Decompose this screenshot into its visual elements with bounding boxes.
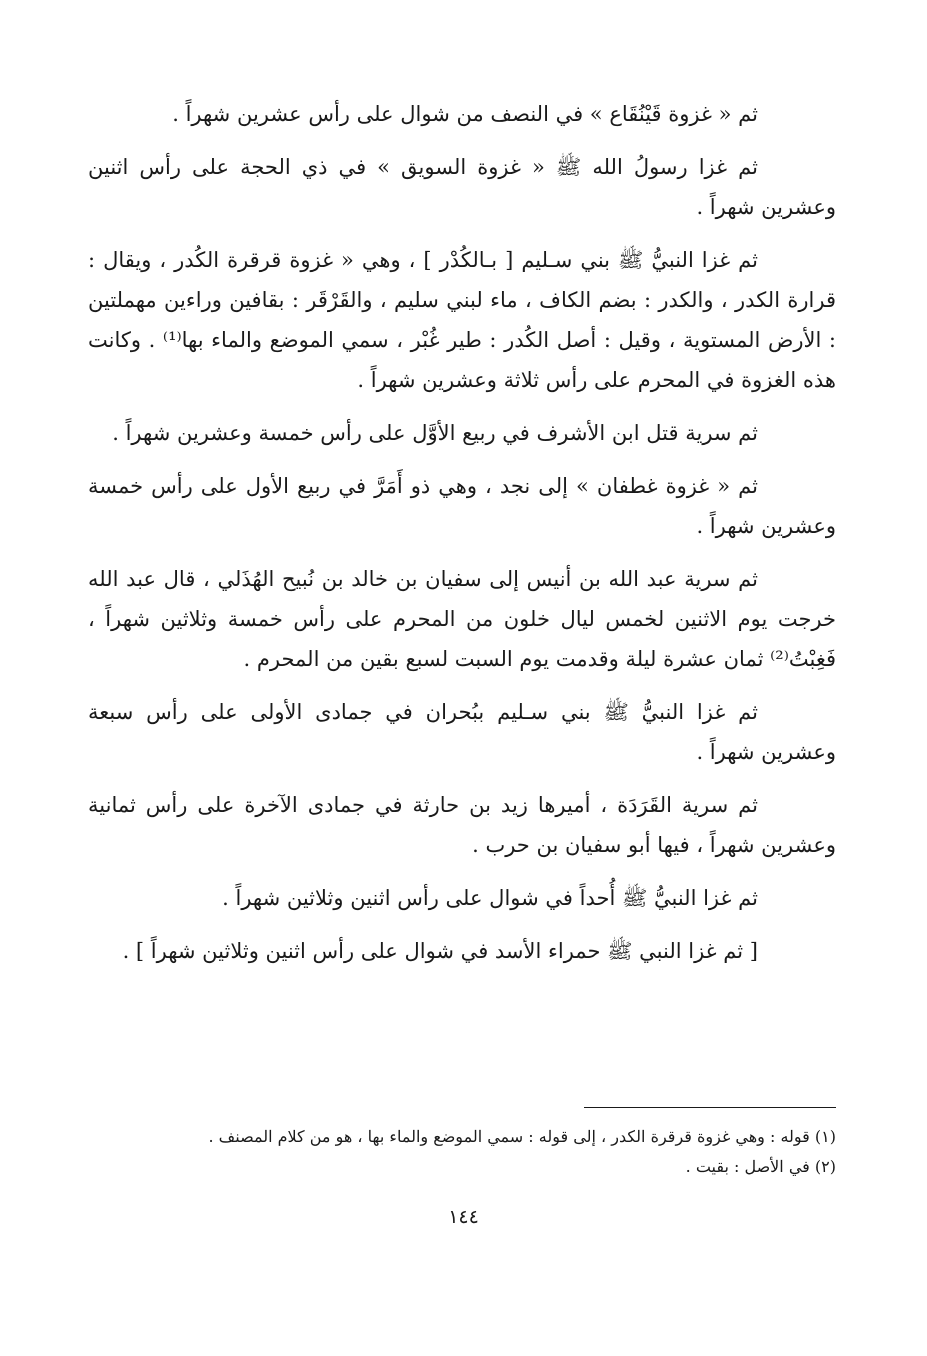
paragraph-ghatafan: ثم « غزوة غطفان » إلى نجد ، وهي ذو أَمَرَّ في ربيع الأول على رأس خمسة وعشرين شهراً . xyxy=(88,474,836,538)
footnotes xyxy=(88,1122,836,1182)
paragraph-kudr: ثم غزا النبيُّ ﷺ بني سـليم [ بـالكُدْر ] ، وهي « غزوة قرقرة الكُدر ، ويقال : قرارة الكدر ، والكدر : بضم الكاف ، ماء لبني سليم ، والقَرْقَر : بقافين وراءين مهملتين : الأرض المستوية ، وقيل : أصل الكُدر : طير غُبْر ، سمي الموضع والماء بها⁽¹⁾ . وكانت هذه الغزوة في المحرم على رأس ثلاثة وعشرين شهراً . xyxy=(88,248,837,392)
paragraph-qarada: ثم سرية القَرَدَة ، أميرها زيد بن حارثة في جمادى الآخرة على رأس ثمانية وعشرين شهراً ، فيها أبو سفيان بن حرب . xyxy=(88,793,836,857)
paragraph-hamra-asad: [ ثم غزا النبي ﷺ حمراء الأسد في شوال على رأس اثنين وثلاثين شهراً ] . xyxy=(122,939,758,963)
footnote-2: (٢) في الأصل : بقيت . xyxy=(685,1157,836,1176)
paragraph-buhran: ثم غزا النبيُّ ﷺ بني سـليم ببُحران في جمادى الأولى على رأس سبعة وعشرين شهراً . xyxy=(88,700,836,764)
paragraph-uhud: ثم غزا النبيُّ ﷺ أُحداً في شوال على رأس اثنين وثلاثين شهراً . xyxy=(222,886,758,910)
paragraph-qaynuqa: ثم « غزوة قَيْنُقَاع » في النصف من شوال على رأس عشرين شهراً . xyxy=(172,102,758,126)
page-number: ١٤٤ xyxy=(448,1206,479,1228)
footnote-divider xyxy=(584,1107,836,1108)
paragraph-sawiq: ثم غزا رسولُ الله ﷺ « غزوة السويق » في ذي الحجة على رأس اثنين وعشرين شهراً . xyxy=(88,155,836,219)
footnote-1: (١) قوله : وهي غزوة قرقرة الكدر ، إلى قوله : سمي الموضع والماء بها ، هو من كلام المصنف . xyxy=(208,1127,836,1146)
main-text xyxy=(88,94,836,984)
paragraph-ibn-ashraf: ثم سرية قتل ابن الأشرف في ربيع الأوَّل على رأس خمسة وعشرين شهراً . xyxy=(112,421,758,445)
paragraph-abdullah-unays: ثم سرية عبد الله بن أنيس إلى سفيان بن خالد بن نُبيح الهُذَلي ، قال عبد الله خرجت يوم الاثنين لخمس ليال خلون من المحرم على رأس خمسة وثلاثين شهراً ، فَغِبْتُ⁽²⁾ ثمان عشرة ليلة وقدمت يوم السبت لسبع بقين من المحرم . xyxy=(88,567,836,671)
